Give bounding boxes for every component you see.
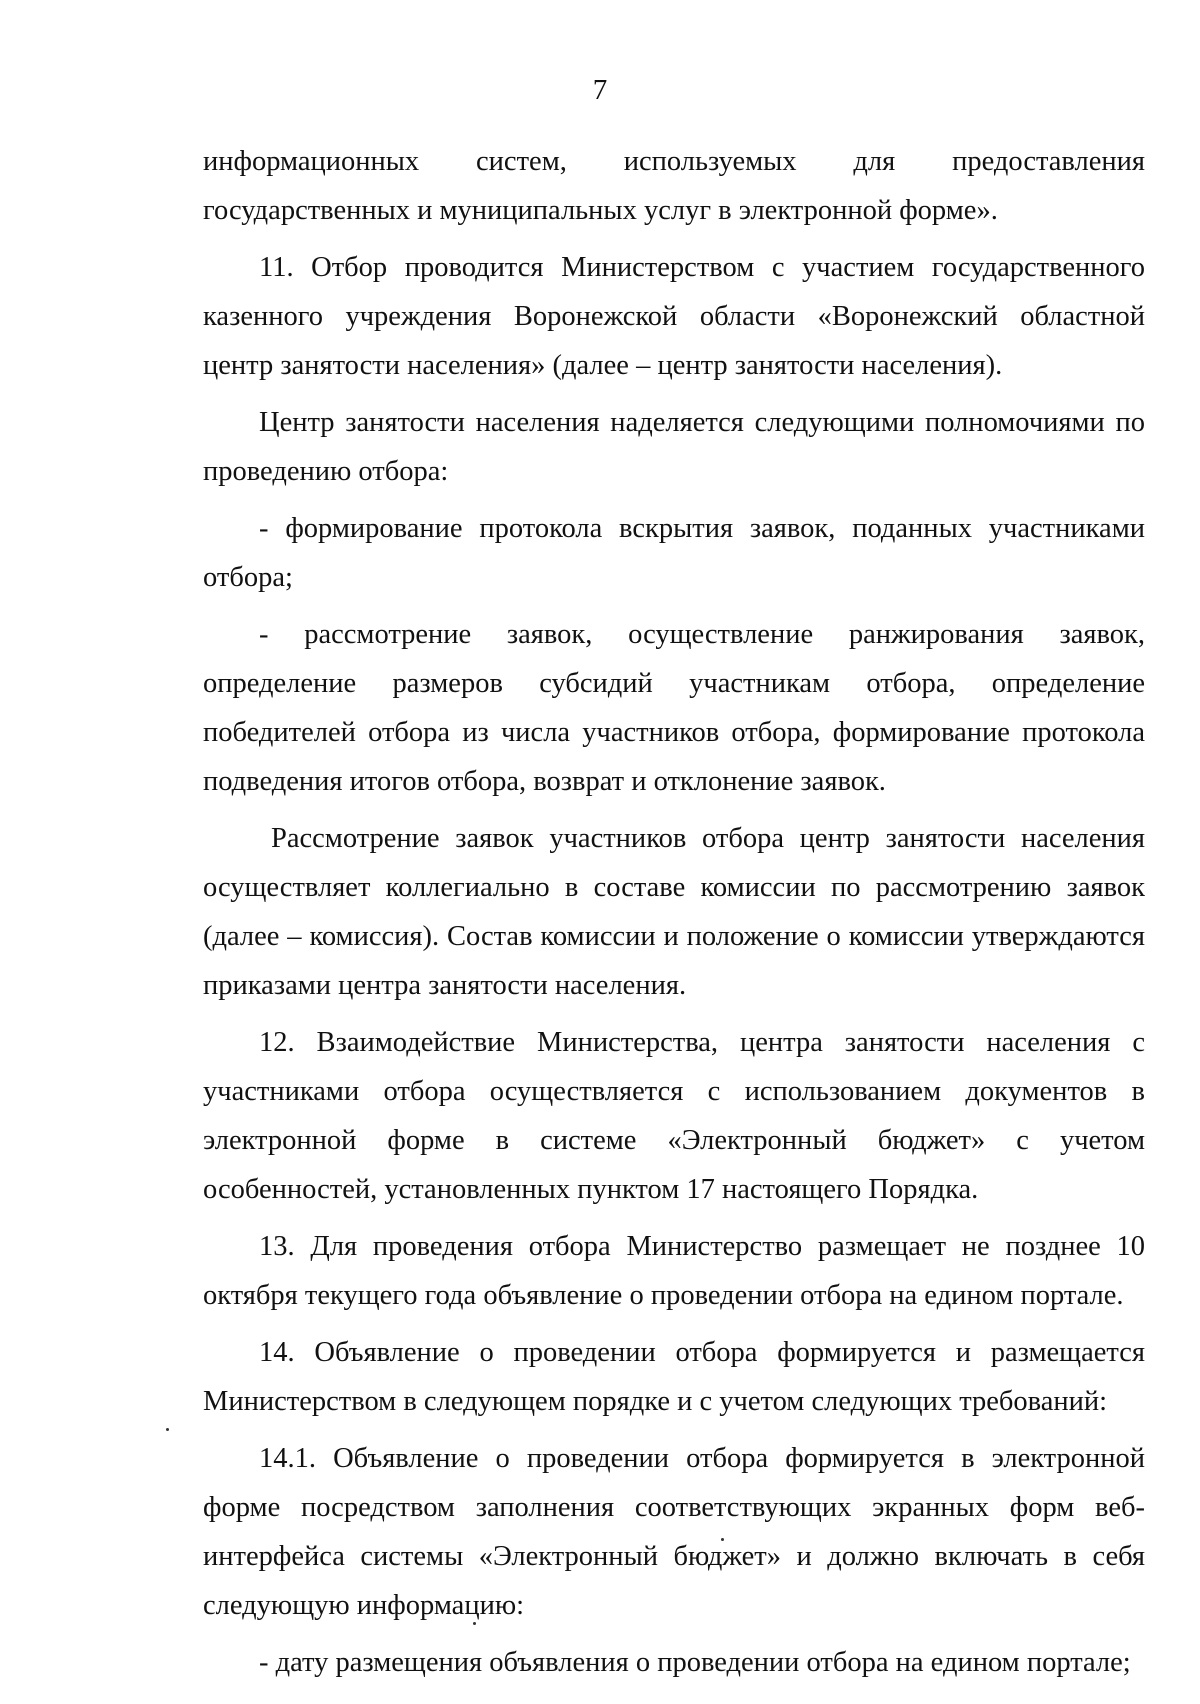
paragraph-dash-protocol: - формирование протокола вскрытия заявок, поданных участниками отбора; <box>203 513 1145 593</box>
paragraph-powers: Центр занятости населения наделяется следующими полномочиями по проведению отбора: <box>203 407 1145 487</box>
paragraph-item-12: 12. Взаимодействие Министерства, центра занятости населения с участниками отбора осуществляется с использованием документов в электронной форме в системе «Электронный бюджет» с учетом особенностей, установленных пунктом 17 настоящего Порядка. <box>203 1027 1145 1205</box>
paragraph-commission: Рассмотрение заявок участников отбора центр занятости населения осуществляет коллегиально в составе комиссии по рассмотрению заявок (далее – комиссия). Состав комиссии и положение о комиссии утверждаются приказами центра занятости населения. <box>203 823 1145 1001</box>
scan-speck <box>473 1622 476 1625</box>
paragraph-continuation: информационных систем, используемых для предоставления государственных и муниципальных услуг в электронной форме». <box>203 146 1145 226</box>
scan-speck <box>166 1428 169 1431</box>
page-number: 7 <box>592 74 608 106</box>
paragraph-item-14: 14. Объявление о проведении отбора формируется и размещается Министерством в следующем порядке и с учетом следующих требований: <box>203 1337 1145 1417</box>
paragraph-item-13: 13. Для проведения отбора Министерство размещает не позднее 10 октября текущего года объявление о проведении отбора на едином портале. <box>203 1231 1145 1311</box>
paragraph-dash-date: - дату размещения объявления о проведении отбора на едином портале; <box>259 1647 1131 1678</box>
paragraph-item-11: 11. Отбор проводится Министерством с участием государственного казенного учреждения Воронежской области «Воронежский областной центр занятости населения» (далее – центр занятости населения). <box>203 252 1145 381</box>
paragraph-item-14-1: 14.1. Объявление о проведении отбора формируется в электронной форме посредством заполнения соответствующих экранных форм веб-интерфейса системы «Электронный бюджет» и должно включать в себя следующую информацию: <box>203 1443 1145 1621</box>
paragraph-dash-review: - рассмотрение заявок, осуществление ранжирования заявок, определение размеров субсидий участникам отбора, определение победителей отбора из числа участников отбора, формирование протокола подведения итогов отбора, возврат и отклонение заявок. <box>203 619 1145 797</box>
scan-speck <box>721 1538 724 1541</box>
document-body <box>203 137 1145 1687</box>
